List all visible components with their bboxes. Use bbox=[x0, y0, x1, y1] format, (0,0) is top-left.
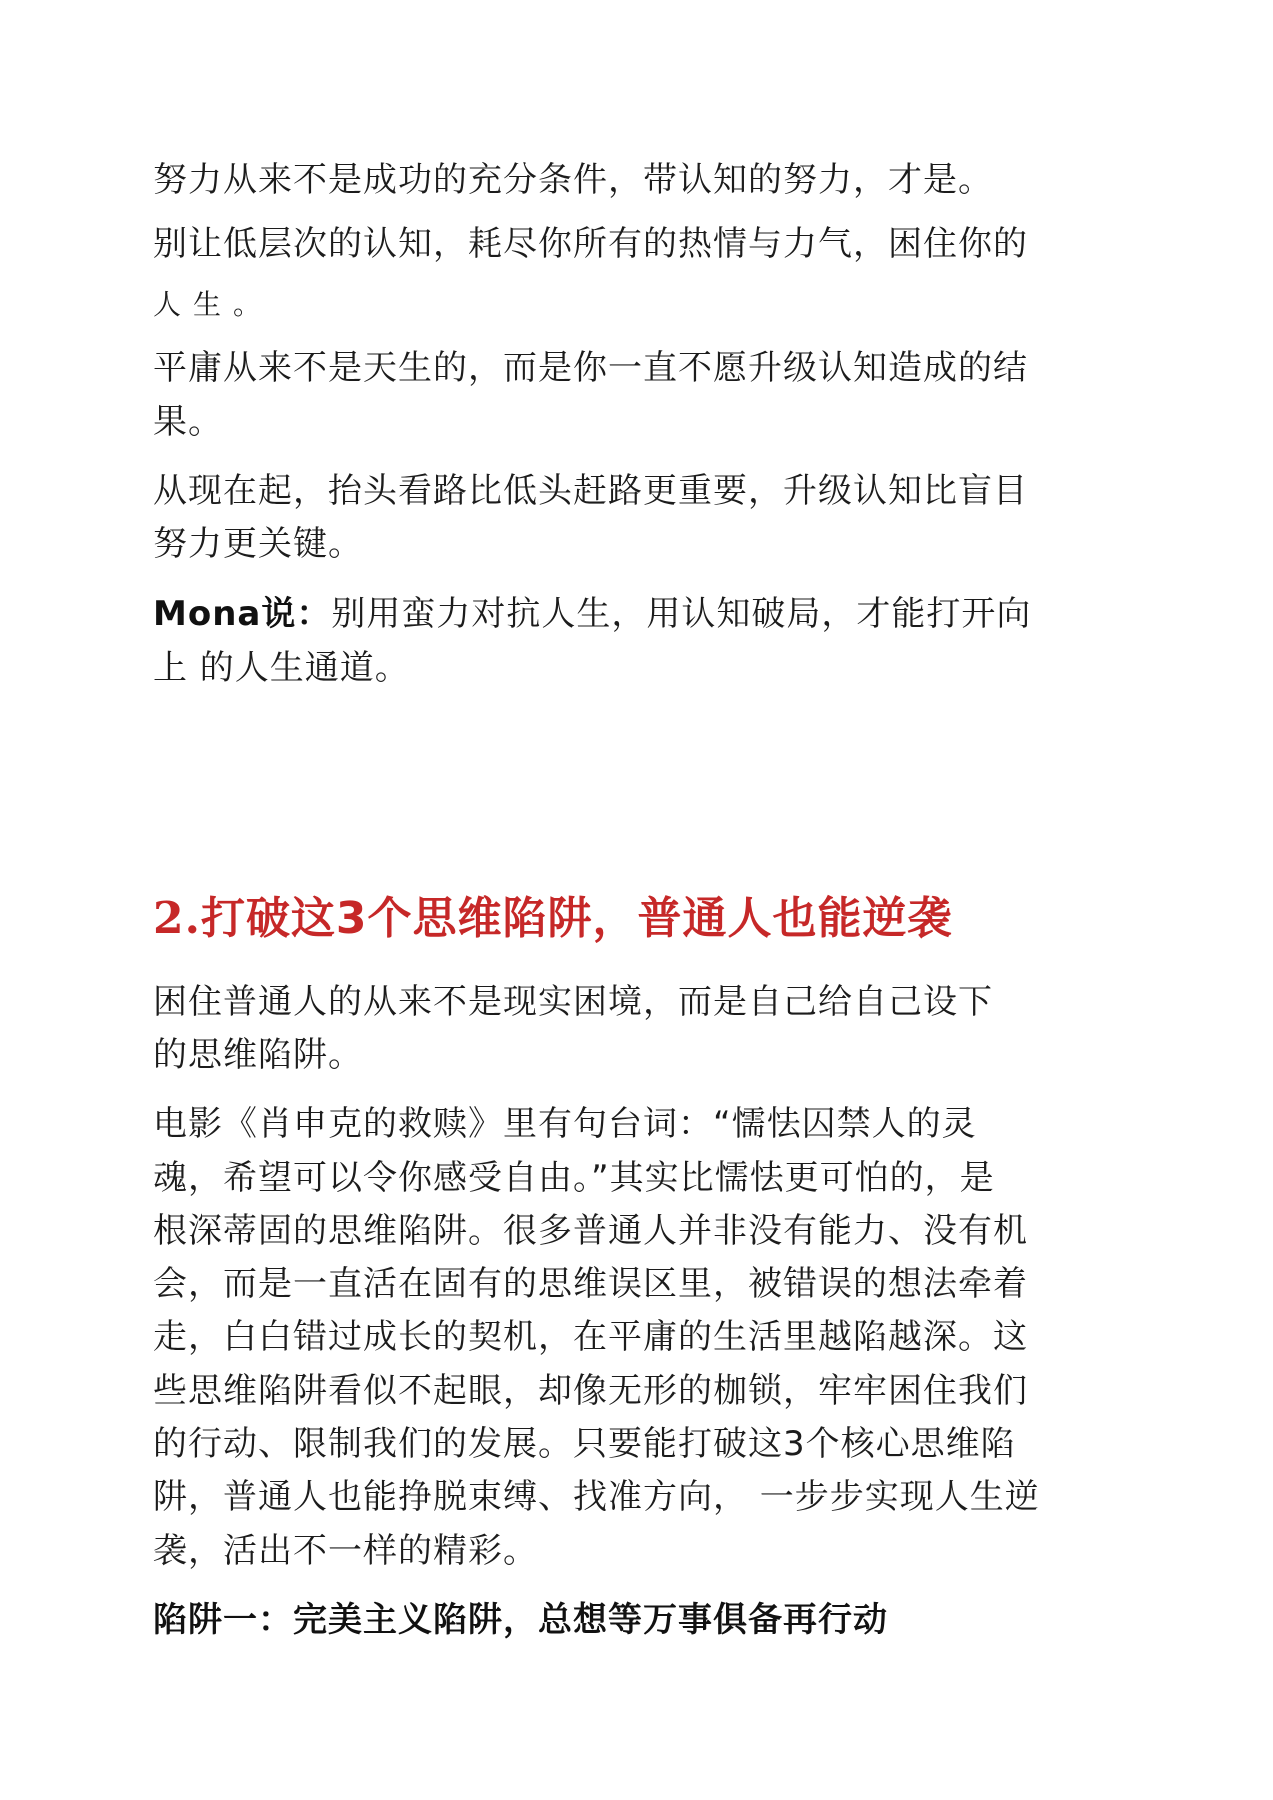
section-number: 2. bbox=[153, 893, 201, 944]
paragraph-line: 的思维陷阱。 bbox=[153, 1035, 363, 1075]
section-title: 打破这3个思维陷阱，普通人也能逆袭 bbox=[200, 893, 953, 944]
paragraph-line: 根深蒂固的思维陷阱。很多普通人并非没有能力、没有机 bbox=[153, 1211, 1028, 1251]
paragraph-line: 袭，活出不一样的精彩。 bbox=[153, 1531, 538, 1571]
paragraph-line: 别让低层次的认知，耗尽你所有的热情与力气，困住你的 bbox=[153, 224, 1028, 264]
paragraph-line: 阱，普通人也能挣脱束缚、找准方向， 一步步实现人生逆 bbox=[153, 1477, 1040, 1517]
paragraph-line: 从现在起，抬头看路比低头赶路更重要，升级认知比盲目 bbox=[153, 471, 1028, 511]
paragraph-line: 人生。 bbox=[153, 288, 274, 321]
paragraph-line: 魂，希望可以令你感受自由。”其实比懦怯更可怕的，是 bbox=[153, 1158, 995, 1198]
section-heading bbox=[153, 893, 953, 945]
paragraph-line: 平庸从来不是天生的，而是你一直不愿升级认知造成的结 bbox=[153, 348, 1028, 388]
paragraph-line: 的行动、限制我们的发展。只要能打破这3个核心思维陷 bbox=[153, 1424, 1016, 1464]
paragraph-line: 些思维陷阱看似不起眼，却像无形的枷锁，牢牢困住我们 bbox=[153, 1371, 1028, 1411]
trap-heading: 陷阱一：完美主义陷阱，总想等万事俱备再行动 bbox=[153, 1600, 888, 1640]
mona-label: Mona说： bbox=[153, 594, 332, 634]
paragraph-line: 电影《肖申克的救赎》里有句台词：“懦怯囚禁人的灵 bbox=[153, 1104, 977, 1144]
paragraph-line: 困住普通人的从来不是现实困境，而是自己给自己设下 bbox=[153, 982, 993, 1022]
paragraph-line: 果。 bbox=[153, 402, 223, 442]
paragraph-line: 努力从来不是成功的充分条件，带认知的努力，才是。 bbox=[153, 160, 993, 200]
paragraph-line: 会，而是一直活在固有的思维误区里，被错误的想法牵着 bbox=[153, 1264, 1028, 1304]
paragraph-line: 走，白白错过成长的契机，在平庸的生活里越陷越深。这 bbox=[153, 1317, 1028, 1357]
mona-quote-line bbox=[153, 594, 1031, 634]
paragraph-line: 努力更关键。 bbox=[153, 524, 363, 564]
mona-quote-line: 上 的人生通道。 bbox=[153, 648, 410, 688]
mona-quote-text: 别用蛮力对抗人生，用认知破局，才能打开向 bbox=[331, 594, 1032, 634]
